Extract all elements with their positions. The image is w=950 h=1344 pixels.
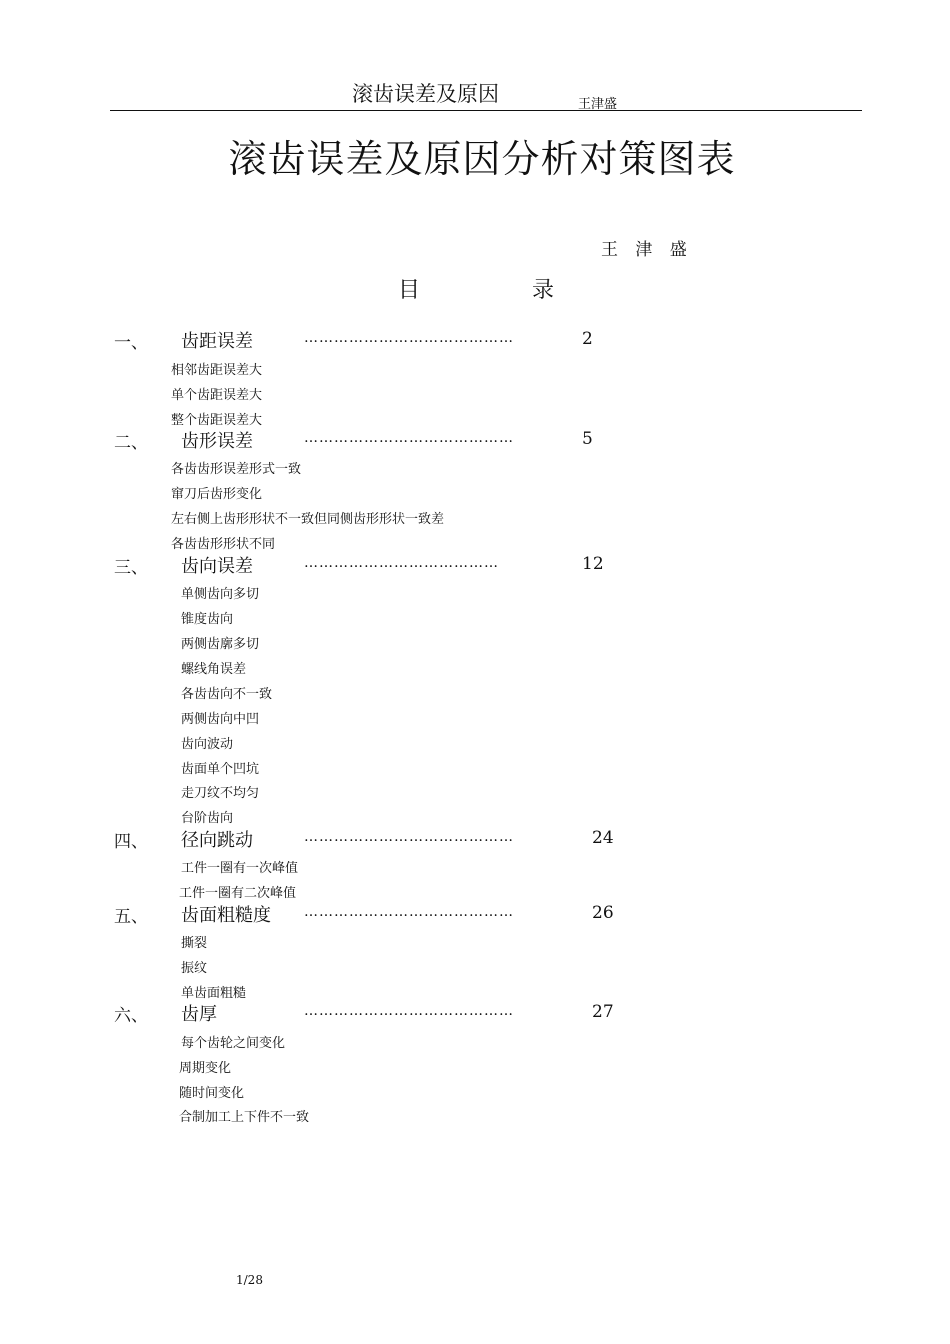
toc-item[interactable]: 周期变化	[179, 1061, 232, 1076]
toc-section-number: 四、	[114, 832, 148, 852]
toc-item[interactable]: 左右侧上齿形形状不一致但同侧齿形形状一致差	[171, 512, 445, 527]
toc-item[interactable]: 台阶齿向	[181, 811, 234, 826]
toc-leader-dots: ……………………………………	[304, 1003, 514, 1019]
toc-item[interactable]: 整个齿距误差大	[171, 413, 263, 428]
toc-item[interactable]: 窜刀后齿形变化	[171, 487, 263, 502]
toc-section-title[interactable]: 齿向误差	[181, 556, 253, 577]
toc-page-number[interactable]: 5	[582, 429, 593, 449]
toc-item[interactable]: 撕裂	[181, 936, 208, 951]
header-title: 滚齿误差及原因	[352, 82, 499, 106]
toc-section-number: 一、	[114, 333, 148, 353]
toc-item[interactable]: 齿向波动	[181, 737, 234, 752]
header-author: 王津盛	[578, 97, 618, 112]
document-author: 王 津 盛	[601, 240, 693, 260]
toc-item[interactable]: 振纹	[181, 961, 208, 976]
toc-section-title[interactable]: 齿距误差	[181, 331, 253, 352]
toc-item[interactable]: 单侧齿向多切	[181, 587, 260, 602]
toc-item[interactable]: 两侧齿廓多切	[181, 637, 260, 652]
toc-item[interactable]: 锥度齿向	[181, 612, 234, 627]
document-title: 滚齿误差及原因分析对策图表	[228, 137, 736, 181]
toc-item[interactable]: 各齿齿形误差形式一致	[171, 462, 302, 477]
toc-item[interactable]: 走刀纹不均匀	[181, 786, 260, 801]
toc-leader-dots: ……………………………………	[304, 330, 514, 346]
toc-leader-dots: ……………………………………	[304, 829, 514, 845]
toc-item[interactable]: 合制加工上下件不一致	[179, 1110, 310, 1125]
toc-page-number[interactable]: 24	[592, 828, 614, 848]
toc-item[interactable]: 单齿面粗糙	[181, 986, 247, 1001]
toc-item[interactable]: 齿面单个凹坑	[181, 762, 260, 777]
toc-page-number[interactable]: 26	[592, 903, 614, 923]
toc-section-title[interactable]: 齿厚	[181, 1004, 217, 1025]
toc-item[interactable]: 螺线角误差	[181, 662, 247, 677]
toc-item[interactable]: 随时间变化	[179, 1086, 245, 1101]
toc-item[interactable]: 每个齿轮之间变化	[181, 1036, 286, 1051]
toc-item[interactable]: 各齿齿形形状不同	[171, 537, 276, 552]
toc-item[interactable]: 相邻齿距误差大	[171, 363, 263, 378]
toc-leader-dots: ……………………………………	[304, 430, 514, 446]
toc-heading	[398, 273, 554, 304]
toc-heading-right: 录	[532, 278, 555, 303]
footer-page-number: 1/28	[236, 1273, 263, 1287]
toc-section-title[interactable]: 齿面粗糙度	[181, 905, 271, 926]
toc-page-number[interactable]: 2	[582, 329, 593, 349]
toc-page-number[interactable]: 12	[582, 554, 604, 574]
toc-item[interactable]: 单个齿距误差大	[171, 388, 263, 403]
toc-item[interactable]: 工件一圈有一次峰值	[181, 861, 299, 876]
toc-section-title[interactable]: 径向跳动	[181, 830, 253, 851]
toc-leader-dots: ……………………………………	[304, 904, 514, 920]
toc-section-number: 五、	[114, 907, 148, 927]
toc-item[interactable]: 工件一圈有二次峰值	[179, 886, 297, 901]
toc-section-title[interactable]: 齿形误差	[181, 431, 253, 452]
toc-heading-left: 目	[398, 278, 421, 303]
toc-item[interactable]: 各齿齿向不一致	[181, 687, 273, 702]
toc-item[interactable]: 两侧齿向中凹	[181, 712, 260, 727]
toc-section-number: 二、	[114, 433, 148, 453]
header-rule	[110, 110, 862, 111]
toc-section-number: 三、	[114, 558, 148, 578]
toc-leader-dots: …………………………………	[304, 555, 499, 571]
toc-section-number: 六、	[114, 1006, 148, 1026]
toc-page-number[interactable]: 27	[592, 1002, 614, 1022]
